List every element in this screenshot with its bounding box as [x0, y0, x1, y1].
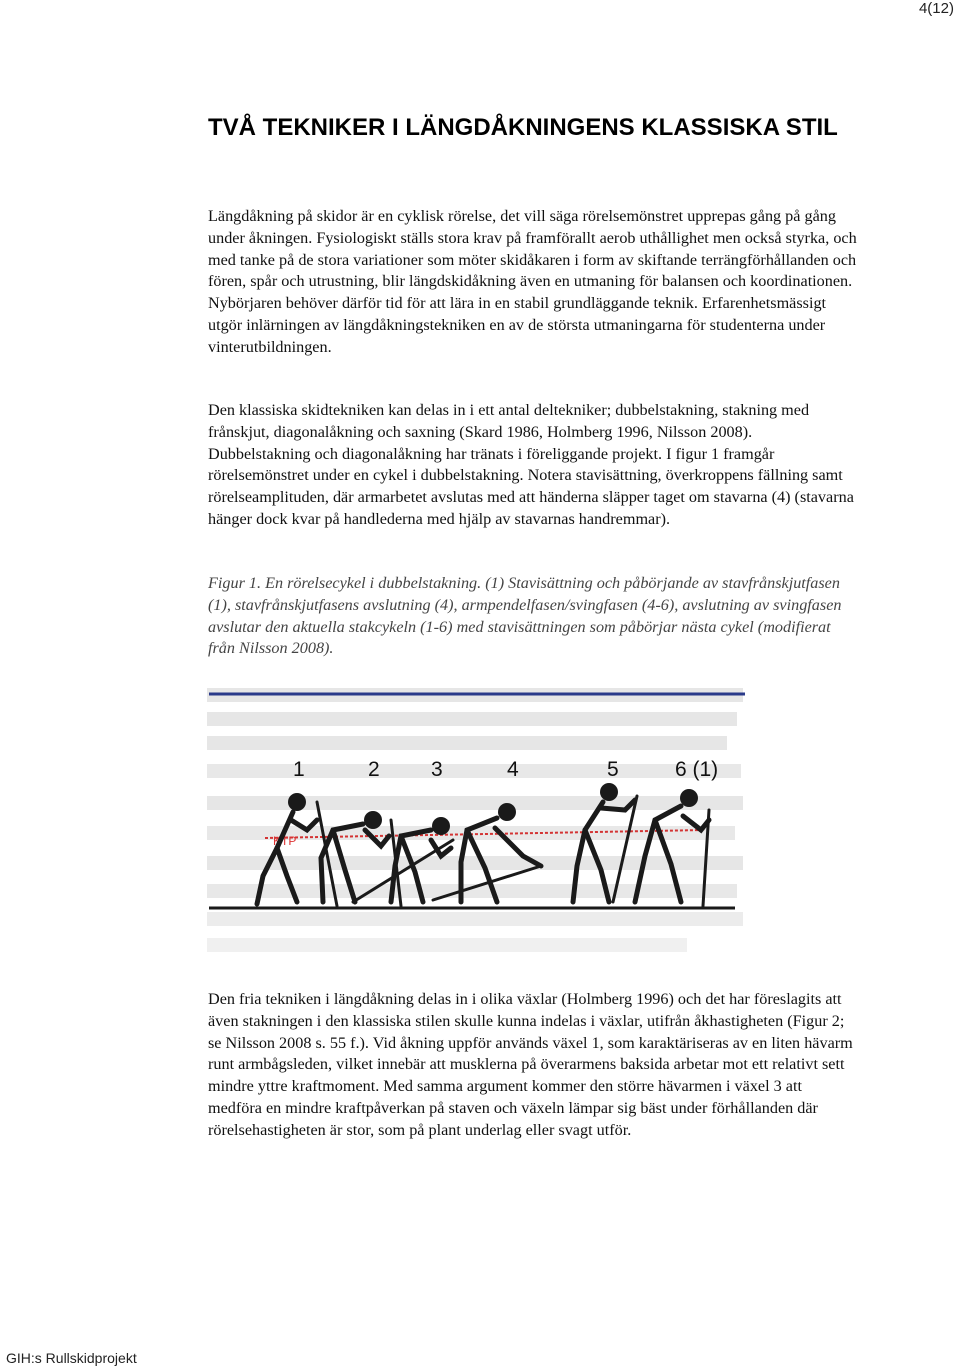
phase-label-5: 5: [607, 758, 619, 781]
page-number: 4(12): [918, 0, 954, 17]
footer-project-name: GIH:s Rullskidprojekt: [6, 1350, 137, 1366]
page-title: TVÅ TEKNIKER I LÄNGDÅKNINGENS KLASSISKA STIL: [208, 114, 838, 141]
double-poling-figure: [205, 680, 745, 970]
intro-paragraph: Längdåkning på skidor är en cyklisk rörelse, det vill säga rörelsemönstret upprepas gång på gång under åkningen. Fysiologiskt ställs stora krav på framförallt aerob uthållighet men också styrka, och med tanke på de stora variationer som möter skidåkaren i form av skiftande terrängförhållanden och fören, spår och utrustning, blir längdskidåkning även en utmaning för balansen och koordinationen. Nybörjaren behöver därför tid för att lära in en stabil grundläggande teknik. Erfarenhetsmässigt utgör inlärningen av längdåkningstekniken en av de största utmaningarna för studenterna under vinterutbildningen.: [208, 207, 857, 356]
technique-paragraph: Den klassiska skidtekniken kan delas in i ett antal deltekniker; dubbelstakning, stakning med frånskjut, diagonalåkning och saxning (Skard 1986, Holmberg 1996, Nilsson 2008). Dubbelstakning och diagonalåkning har tränats i föreliggande projekt. I figur 1 framgår rörelsemönstret under en cykel i dubbelstakning. Notera stavisättning, överkroppens fällning samt rörelseamplituden, där armarbetet avslutas med att händerna släpper taget om stavarna (4) (stavarna hänger dock kvar på handlederna med hjälp av stavarnas handremmar).: [208, 401, 854, 528]
ktp-label: KTP: [273, 834, 297, 848]
phase-label-2: 2: [368, 758, 380, 781]
double-poling-illustration: [205, 680, 745, 970]
phase-label-3: 3: [431, 758, 443, 781]
phase-label-1: 1: [293, 758, 305, 781]
figure-caption: Figur 1. En rörelsecykel i dubbelstakning. (1) Stavisättning och påbörjande av stavfrånskjutfasen (1), stavfrånskjutfasens avslutning (4), armpendelfasen/svingfasen (4-6), avslutning av svingfasen avslutar den aktuella stakcykeln (1-6) med stavisättningen som påbörjar nästa cykel (modifierat från Nilsson 2008).: [208, 574, 842, 658]
phase-label-6: 6 (1): [675, 758, 719, 781]
phase-label-4: 4: [507, 758, 519, 781]
gears-paragraph: Den fria tekniken i längdåkning delas in i olika växlar (Holmberg 1996) och det har föreslagits att även stakningen i den klassiska stilen skulle kunna indelas i växlar, utifrån åkhastigheten (Figur 2; se Nilsson 2008 s. 55 f.). Vid åkning uppför används växel 1, som karaktäriseras av en liten hävarm runt armbågsleden, vilket innebär att musklerna på överarmens baksida arbetar mot ett relativt sett mindre yttre kraftmoment. Med samma argument kommer den större hävarmen i växel 3 att medföra en mindre kraftpåverkan på staven och växeln lämpar sig bäst under förhållanden där rörelsehastigheten är stor, som på plant underlag eller svagt utför.: [208, 990, 853, 1139]
